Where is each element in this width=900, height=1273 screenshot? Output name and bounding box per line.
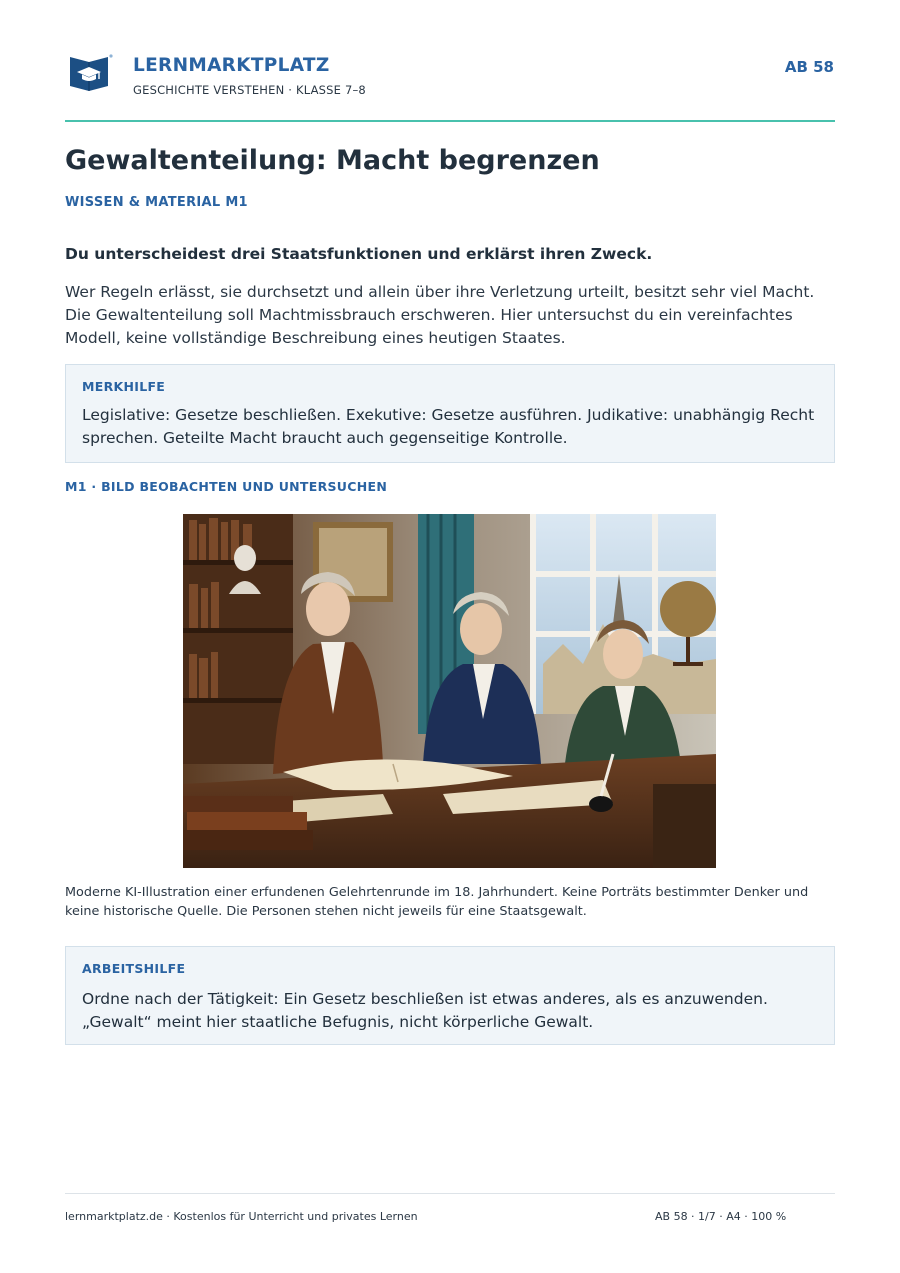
footer-page-info: AB 58 · 1/7 · A4 · 100 % (655, 1210, 787, 1223)
learning-goal: Du unterscheidest drei Staatsfunktionen und erklärst ihren Zweck. (65, 245, 653, 263)
graduation-cap-book-icon (68, 53, 114, 93)
arbeitshilfe-box (65, 946, 835, 1045)
arbeitshilfe-text: Ordne nach der Tätigkeit: Ein Gesetz beschließen ist etwas anderes, als es anzuwenden. „Gewalt“ meint hier staatliche Befugnis, nicht körperliche Gewalt. (82, 990, 768, 1031)
section-tag: WISSEN & MATERIAL M1 (65, 195, 248, 210)
merkhilfe-box (65, 364, 835, 463)
merkhilfe-text: Legislative: Gesetze beschließen. Exekutive: Gesetze ausführen. Judikative: unabhängig Recht sprechen. Geteilte Macht braucht auch gegenseitige Kontrolle. (82, 406, 815, 447)
page-title: Gewaltenteilung: Macht begrenzen (65, 145, 600, 176)
merkhilfe-label: MERKHILFE (82, 379, 166, 394)
brand-tagline: GESCHICHTE VERSTEHEN · KLASSE 7–8 (133, 83, 366, 97)
sheet-number: AB 58 (784, 58, 834, 76)
footer-divider (65, 1193, 835, 1194)
brand-name: LERNMARKTPLATZ (133, 55, 330, 76)
worksheet-page (65, 0, 835, 1273)
arbeitshilfe-label: ARBEITSHILFE (82, 961, 186, 976)
header-divider (65, 120, 835, 122)
footer-site-info: lernmarktplatz.de · Kostenlos für Unterricht und privates Lernen (65, 1210, 418, 1223)
scholars-illustration (183, 514, 716, 868)
intro-paragraph: Wer Regeln erlässt, sie durchsetzt und allein über ihre Verletzung urteilt, besitzt sehr viel Macht. Die Gewaltenteilung soll Machtmissbrauch erschweren. Hier untersuchst du ein vereinfachtes Modell, keine vollständige Beschreibung eines heutigen Staates. (65, 283, 815, 347)
image-caption: Moderne KI-Illustration einer erfundenen Gelehrtenrunde im 18. Jahrhundert. Keine Porträts bestimmter Denker und keine historische Quelle. Die Personen stehen nicht jeweils für eine Staatsgewalt. (65, 885, 809, 919)
material-label: M1 · BILD BEOBACHTEN UND UNTERSUCHEN (65, 479, 388, 494)
